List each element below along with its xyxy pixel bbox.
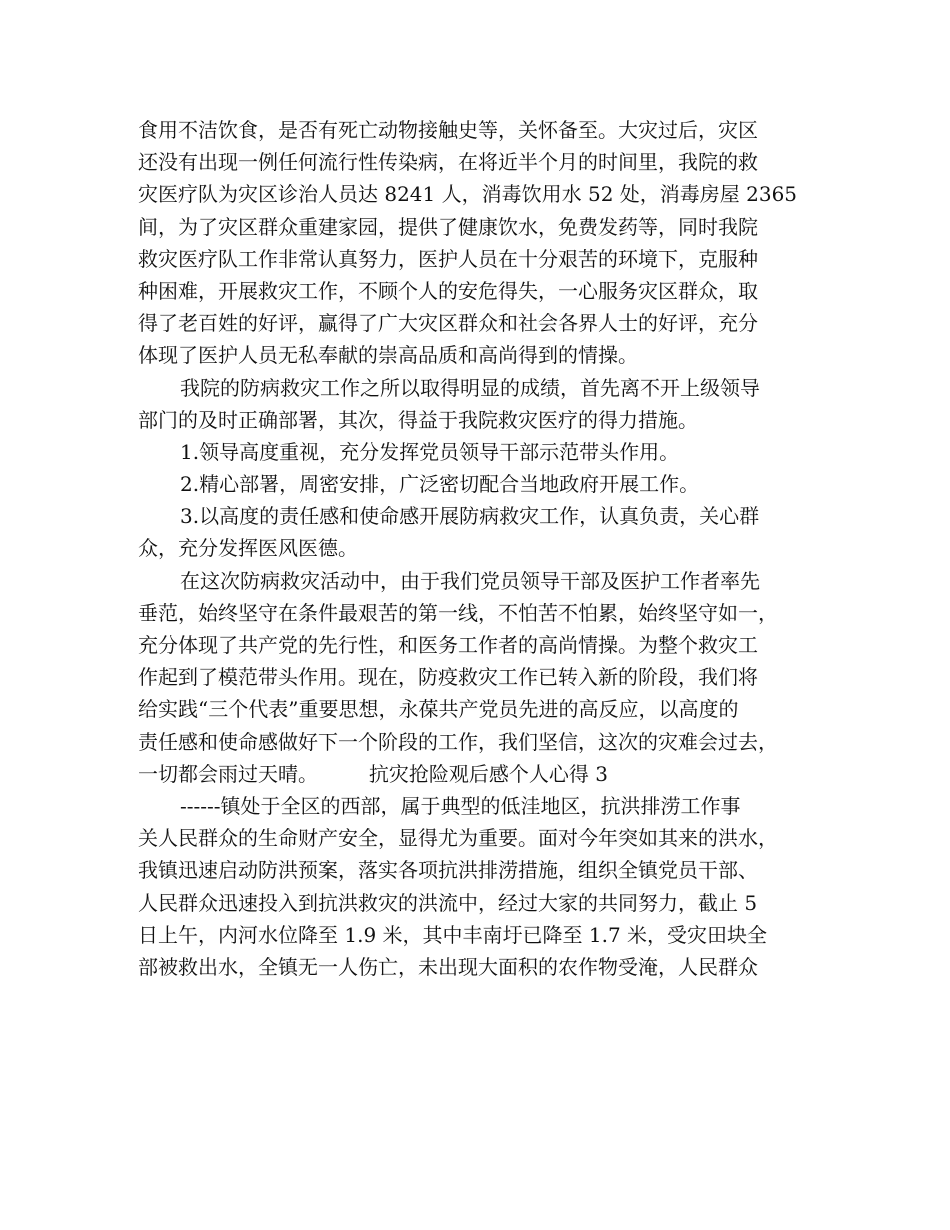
text-line-14: 众，充分发挥医风医德。 [138, 536, 358, 561]
text-line-12: 2.精心部署，周密安排，广泛密切配合当地政府开展工作。 [180, 472, 700, 497]
text-line-16: 垂范，始终坚守在条件最艰苦的第一线，不怕苦不怕累，始终坚守如一， [138, 600, 778, 625]
text-line-4: 间，为了灾区群众重建家园，提供了健康饮水，免费发药等，同时我院 [138, 214, 758, 239]
text-line-7: 得了老百姓的好评，赢得了广大灾区群众和社会各界人士的好评，充分 [138, 311, 758, 336]
text-line-6: 种困难，开展救灾工作，不顾个人的安危得失，一心服务灾区群众，取 [138, 278, 758, 303]
text-line-15: 在这次防病救灾活动中，由于我们党员领导干部及医护工作者率先 [180, 568, 760, 593]
text-line-26: 日上午，内河水位降至 1.9 米，其中丰南圩已降至 1.7 米，受灾田块全 [138, 922, 768, 947]
text-line-11: 1.领导高度重视，充分发挥党员领导干部示范带头作用。 [180, 439, 680, 464]
text-line-25: 人民群众迅速投入到抗洪救灾的洪流中，经过大家的共同努力，截止 5 [138, 890, 758, 915]
text-line-24: 我镇迅速启动防洪预案，落实各项抗洪排涝措施，组织全镇党员干部、 [138, 858, 758, 883]
text-line-8: 体现了医护人员无私奉献的崇高品质和高尚得到的情操。 [138, 343, 638, 368]
text-line-13: 3.以高度的责任感和使命感开展防病救灾工作，认真负责，关心群 [180, 504, 760, 529]
text-line-2: 还没有出现一例任何流行性传染病，在将近半个月的时间里，我院的救 [138, 150, 758, 175]
text-line-22: ------镇处于全区的西部，属于典型的低洼地区，抗洪排涝工作事 [180, 793, 741, 818]
text-line-9: 我院的防病救灾工作之所以取得明显的成绩，首先离不开上级领导 [180, 375, 760, 400]
text-line-1: 食用不洁饮食，是否有死亡动物接触史等，关怀备至。大灾过后，灾区 [138, 118, 758, 142]
text-line-27: 部被救出水，全镇无一人伤亡，未出现大面积的农作物受淹，人民群众 [138, 954, 758, 979]
text-line-18: 作起到了模范带头作用。现在，防疫救灾工作已转入新的阶段，我们将 [138, 665, 758, 690]
text-line-3: 灾医疗队为灾区诊治人员达 8241 人，消毒饮用水 52 处，消毒房屋 2365 [138, 182, 798, 207]
text-line-20: 责任感和使命感做好下一个阶段的工作，我们坚信，这次的灾难会过去， [138, 729, 778, 754]
text-line-21: 一切都会雨过天晴。 抗灾抢险观后感个人心得 3 [138, 761, 608, 786]
text-line-23: 关人民群众的生命财产安全，显得尤为重要。面对今年突如其来的洪水， [138, 826, 778, 851]
text-line-17: 充分体现了共产党的先行性，和医务工作者的高尚情操。为整个救灾工 [138, 633, 758, 657]
text-line-10: 部门的及时正确部署，其次，得益于我院救灾医疗的得力措施。 [138, 407, 698, 432]
document-body [138, 114, 828, 983]
text-line-19: 给实践“三个代表”重要思想，永葆共产党员先进的高反应，以高度的 [138, 697, 739, 722]
text-line-5: 救灾医疗队工作非常认真努力，医护人员在十分艰苦的环境下，克服种 [138, 246, 758, 271]
